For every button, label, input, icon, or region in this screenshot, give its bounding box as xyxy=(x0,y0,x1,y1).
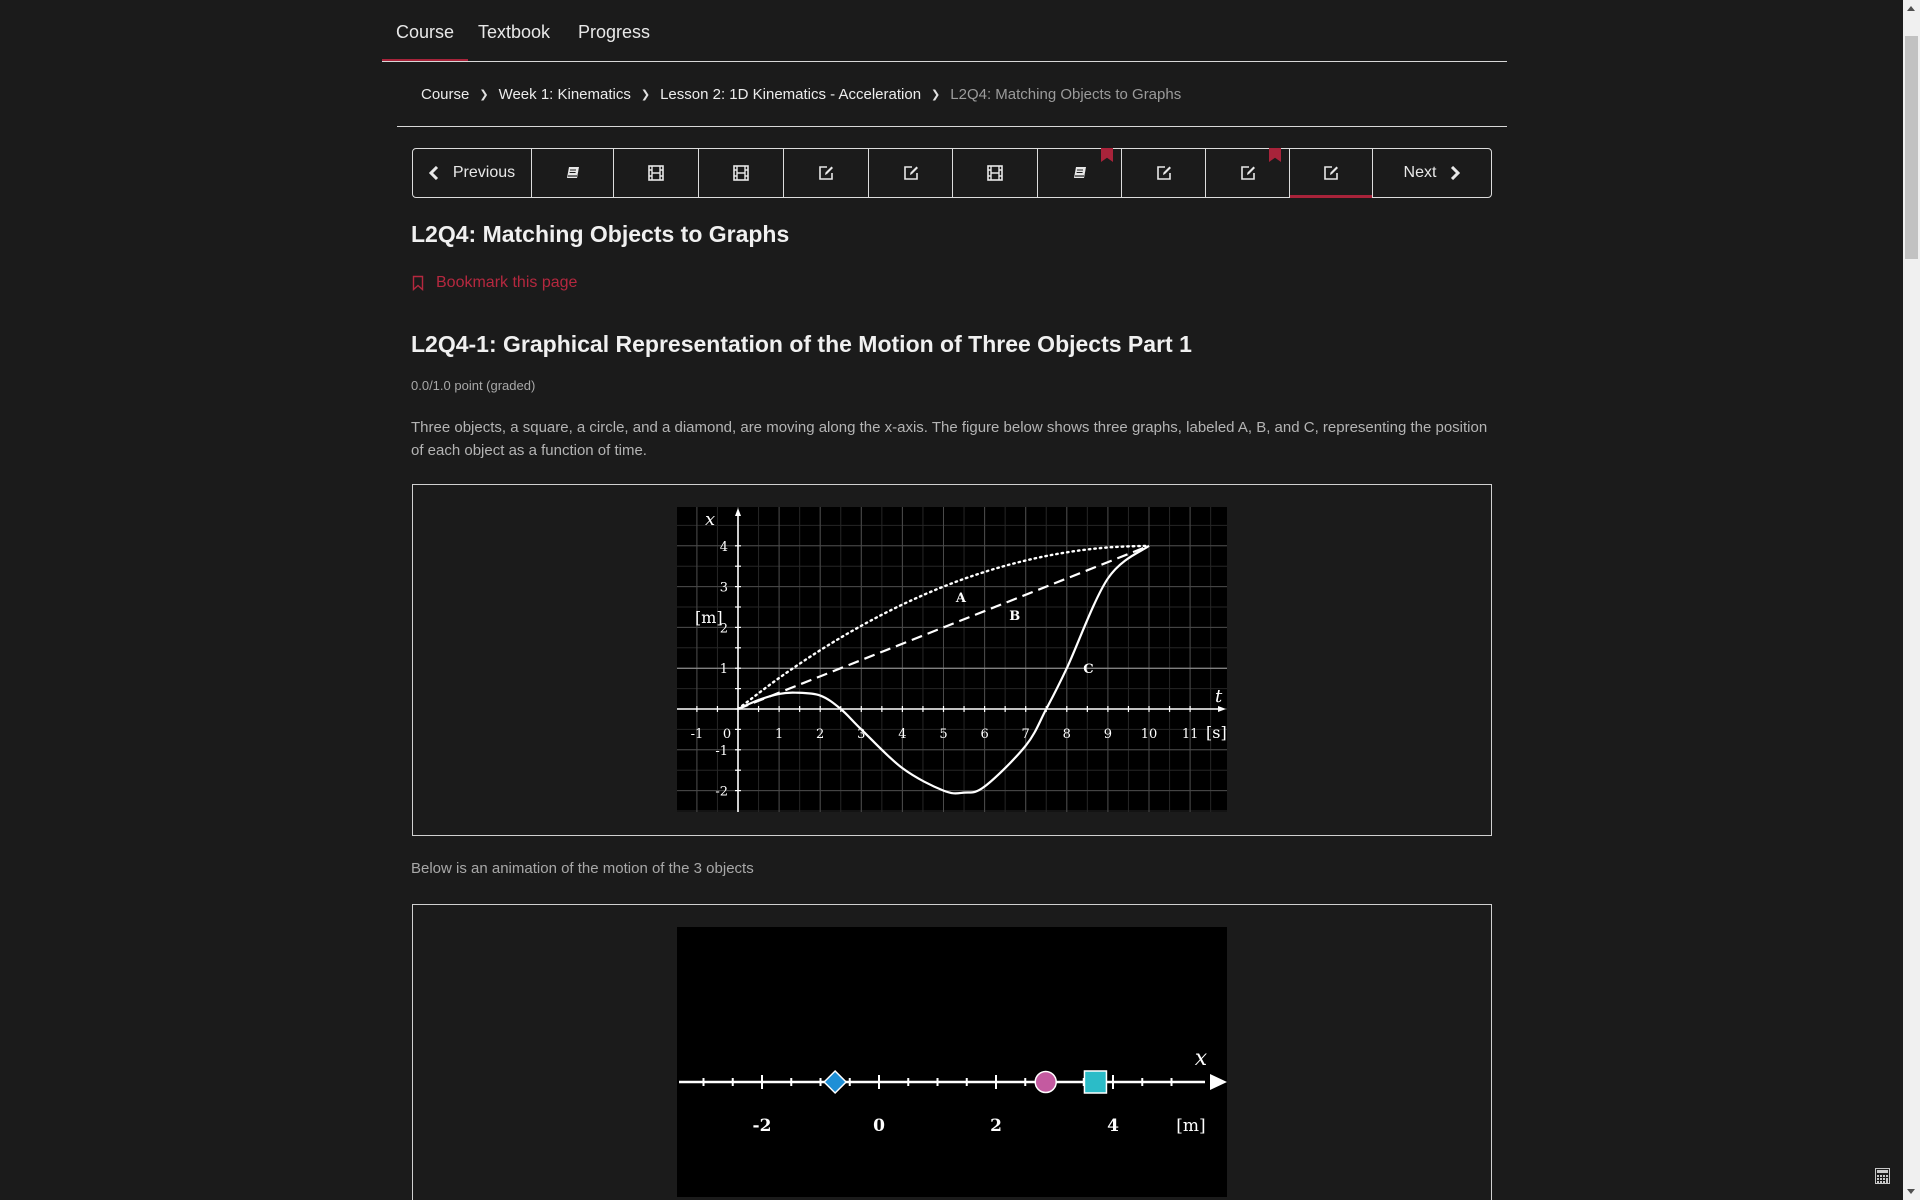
video-icon xyxy=(647,164,665,182)
svg-text:2: 2 xyxy=(719,621,728,637)
unit-tab-4[interactable] xyxy=(784,149,869,197)
scroll-down-arrow-icon[interactable] xyxy=(1907,1189,1915,1194)
svg-text:4: 4 xyxy=(1107,1116,1119,1136)
unit-tab-1[interactable] xyxy=(532,149,614,197)
edit-icon xyxy=(1322,164,1340,182)
svg-text:B: B xyxy=(1009,609,1021,625)
svg-text:2: 2 xyxy=(990,1116,1002,1136)
svg-text:0: 0 xyxy=(722,727,732,742)
edit-icon xyxy=(817,164,835,182)
breadcrumb-week[interactable]: Week 1: Kinematics xyxy=(498,85,631,103)
unit-tab-6[interactable] xyxy=(953,149,1038,197)
svg-text:1: 1 xyxy=(774,727,784,742)
svg-text:2: 2 xyxy=(816,727,825,742)
svg-text:1: 1 xyxy=(719,662,728,678)
tab-textbook[interactable]: Textbook xyxy=(478,22,551,42)
svg-text:-1: -1 xyxy=(715,743,728,759)
svg-text:9: 9 xyxy=(1103,727,1113,742)
tab-progress[interactable]: Progress xyxy=(578,22,651,42)
edit-icon xyxy=(902,164,920,182)
svg-text:3: 3 xyxy=(719,580,728,596)
book-icon xyxy=(1072,165,1088,181)
svg-text:x: x xyxy=(1194,1046,1208,1071)
svg-text:10: 10 xyxy=(1140,727,1158,742)
sequence-nav xyxy=(412,148,1492,198)
scroll-up-arrow-icon[interactable] xyxy=(1907,6,1915,11)
bookmark-icon xyxy=(412,275,424,291)
svg-text:11: 11 xyxy=(1181,727,1199,742)
unit-tab-7[interactable] xyxy=(1038,149,1122,197)
breadcrumb-current: L2Q4: Matching Objects to Graphs xyxy=(950,85,1182,103)
calculator-button[interactable] xyxy=(1875,1168,1890,1184)
next-button[interactable] xyxy=(1373,149,1491,197)
next-label: Next xyxy=(1403,164,1437,181)
unit-tab-5[interactable] xyxy=(869,149,953,197)
unit-tab-2[interactable] xyxy=(614,149,699,197)
unit-tab-9[interactable] xyxy=(1206,149,1290,197)
chevron-right-icon xyxy=(1450,166,1460,180)
svg-text:5: 5 xyxy=(939,727,948,742)
svg-text:x: x xyxy=(705,509,716,530)
previous-label: Previous xyxy=(452,164,516,181)
unit-title: L2Q4: Matching Objects to Graphs xyxy=(411,221,790,247)
bookmark-button[interactable] xyxy=(412,274,577,292)
problem-title: L2Q4-1: Graphical Representation of the Motion of Three Objects Part 1 xyxy=(411,331,1192,357)
problem-grade: 0.0/1.0 point (graded) xyxy=(411,378,536,393)
scroll-thumb[interactable] xyxy=(1905,36,1918,259)
svg-text:-2: -2 xyxy=(715,784,728,800)
svg-text:-1: -1 xyxy=(690,727,704,742)
video-icon xyxy=(732,164,750,182)
bookmark-label: Bookmark this page xyxy=(436,274,578,291)
chevron-right-icon: ❯ xyxy=(931,88,941,101)
svg-text:t: t xyxy=(1215,686,1223,707)
page-scrollbar[interactable] xyxy=(1903,0,1920,1200)
unit-tab-8[interactable] xyxy=(1122,149,1206,197)
svg-text:4: 4 xyxy=(719,539,728,555)
position-time-graph xyxy=(677,507,1227,812)
breadcrumb-course[interactable]: Course xyxy=(421,85,470,103)
unit-tab-10-active[interactable] xyxy=(1290,149,1373,197)
course-tabs xyxy=(382,0,1507,62)
breadcrumb xyxy=(421,84,1181,104)
divider xyxy=(397,126,1507,127)
book-icon xyxy=(565,165,581,181)
svg-text:-2: -2 xyxy=(752,1116,772,1136)
animation-intro: Below is an animation of the motion of the 3 objects xyxy=(411,860,754,877)
svg-text:8: 8 xyxy=(1062,727,1071,742)
problem-description: Three objects, a square, a circle, and a diamond, are moving along the x-axis. The figure below shows three graphs, labeled A, B, and C, representing the position of each object as a function of time. xyxy=(411,419,1488,459)
previous-button[interactable] xyxy=(413,149,532,197)
bookmark-flag-icon xyxy=(1269,148,1281,162)
svg-text:7: 7 xyxy=(1021,727,1030,742)
motion-animation[interactable] xyxy=(677,927,1227,1197)
svg-text:6: 6 xyxy=(980,727,989,742)
bookmark-flag-icon xyxy=(1101,148,1113,162)
svg-text:[s]: [s] xyxy=(1206,723,1227,742)
svg-text:[m]: [m] xyxy=(695,608,723,627)
chevron-right-icon: ❯ xyxy=(640,88,651,101)
video-icon xyxy=(986,164,1004,182)
edit-icon xyxy=(1155,164,1173,182)
svg-text:3: 3 xyxy=(857,727,866,742)
unit-tab-3[interactable] xyxy=(699,149,784,197)
edit-icon xyxy=(1239,164,1257,182)
tab-course[interactable]: Course xyxy=(396,22,455,42)
svg-text:0: 0 xyxy=(873,1116,885,1136)
svg-text:C: C xyxy=(1083,662,1094,678)
calculator-icon xyxy=(1875,1168,1890,1184)
chevron-right-icon: ❯ xyxy=(479,88,489,101)
svg-text:A: A xyxy=(955,590,966,606)
chevron-left-icon xyxy=(429,166,439,180)
svg-text:4: 4 xyxy=(898,727,907,742)
breadcrumb-lesson[interactable]: Lesson 2: 1D Kinematics - Acceleration xyxy=(660,85,922,103)
svg-text:[m]: [m] xyxy=(1176,1116,1206,1136)
